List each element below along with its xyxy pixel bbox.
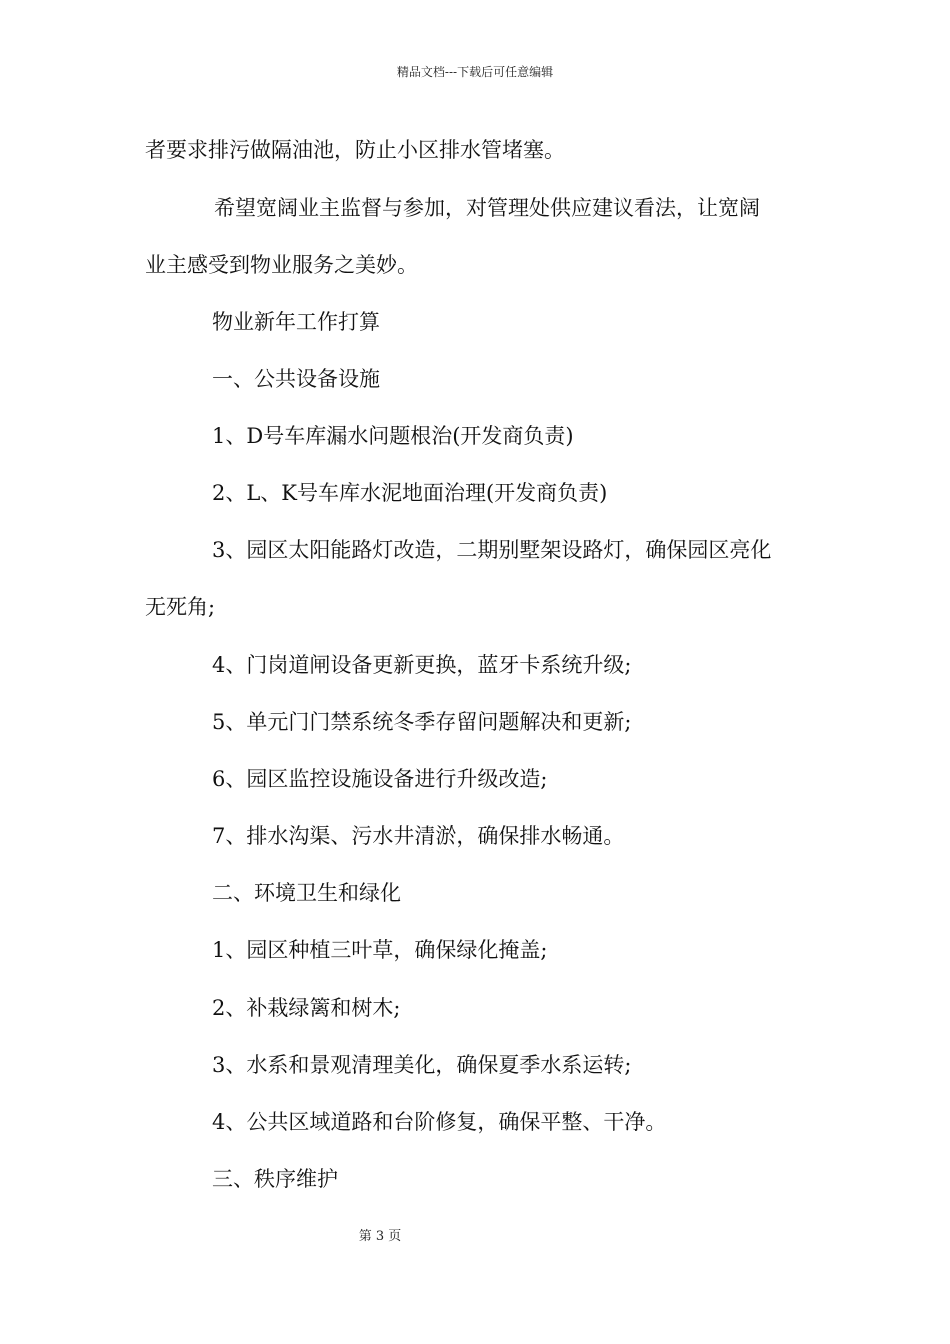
- section-heading: 一、公共设备设施: [212, 367, 380, 391]
- paragraph-line: 者要求排污做隔油池，防止小区排水管堵塞。: [145, 138, 565, 162]
- list-item: 1、园区种植三叶草，确保绿化掩盖;: [212, 938, 548, 962]
- list-item-continuation: 无死角;: [145, 595, 216, 619]
- section-heading: 三、秩序维护: [212, 1167, 338, 1191]
- list-item: 2、补栽绿篱和树木;: [212, 996, 401, 1020]
- list-item: 4、公共区域道路和台阶修复，确保平整、干净。: [212, 1110, 667, 1134]
- list-item: 5、单元门门禁系统冬季存留问题解决和更新;: [212, 710, 632, 734]
- list-item: 6、园区监控设施设备进行升级改造;: [212, 767, 548, 791]
- paragraph-line: 希望宽阔业主监督与参加，对管理处供应建议看法，让宽阔: [214, 196, 760, 220]
- list-item: 4、门岗道闸设备更新更换，蓝牙卡系统升级;: [212, 653, 632, 677]
- list-item: 1、D号车库漏水问题根治(开发商负责): [212, 424, 574, 448]
- section-heading: 二、环境卫生和绿化: [212, 881, 401, 905]
- list-item: 7、排水沟渠、污水井清淤，确保排水畅通。: [212, 824, 625, 848]
- list-item: 3、水系和景观清理美化，确保夏季水系运转;: [212, 1053, 632, 1077]
- paragraph-line: 业主感受到物业服务之美妙。: [145, 253, 418, 277]
- page-header: 精品文档---下载后可任意编辑: [396, 65, 554, 79]
- list-item: 2、L、K号车库水泥地面治理(开发商负责): [212, 481, 608, 505]
- section-title: 物业新年工作打算: [212, 310, 380, 334]
- list-item: 3、园区太阳能路灯改造，二期别墅架设路灯，确保园区亮化: [212, 538, 772, 562]
- page-number: 第 3 页: [358, 1229, 402, 1244]
